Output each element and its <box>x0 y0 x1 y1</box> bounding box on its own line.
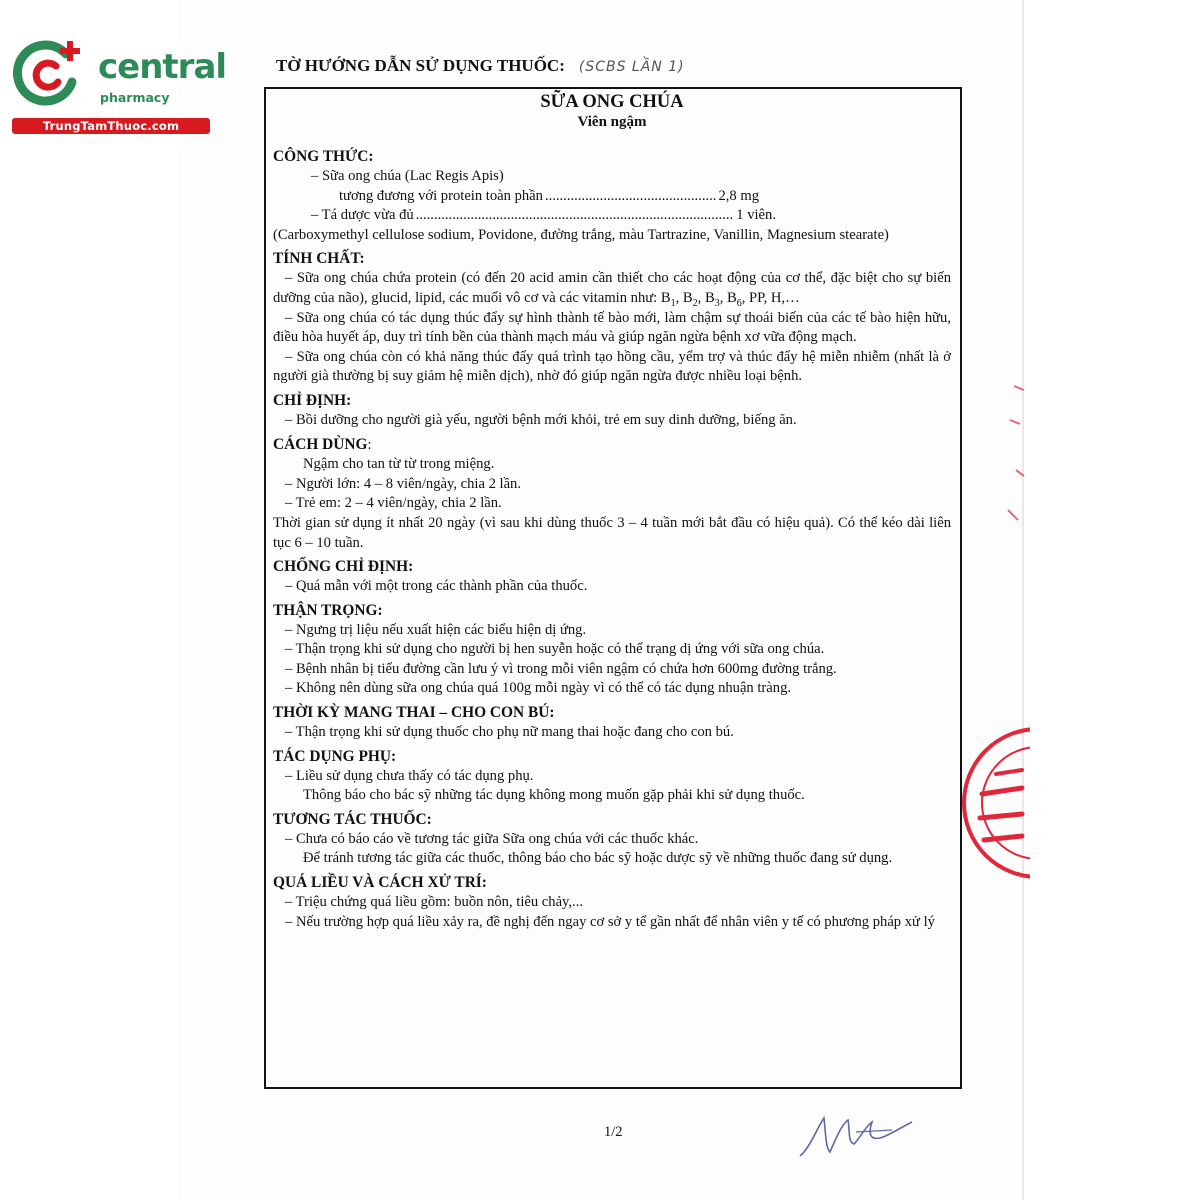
stamp-edge-marks-icon <box>1000 380 1026 530</box>
ingredient-label: tương đương với protein toàn phần <box>339 187 543 204</box>
vitamin-b: B <box>704 289 715 306</box>
section-heading: TÍNH CHẤT: <box>273 250 365 268</box>
ingredient-excipient <box>273 206 776 226</box>
section-heading: THẬN TRỌNG: <box>273 601 383 619</box>
leader-dots <box>545 187 717 207</box>
section-tinh-chat <box>273 249 951 387</box>
paragraph: – Sữa ong chúa chứa protein (có đến 20 acid amin cần thiết cho các hoạt động của cơ thể, đặc biệt cho sự biến dưỡng của não), glucid, lipid, các muối vô cơ và các vitamin như: $B_1$, $B_2$, $B_3$, $B_6$, PP, H,… <box>273 270 951 309</box>
vitamin-b: B <box>660 289 671 306</box>
section-heading: CÔNG THỨC: <box>273 148 374 165</box>
paragraph: – Bồi dưỡng cho người già yếu, người bệnh mới khỏi, trẻ em suy dinh dưỡng, biếng ăn. <box>285 411 797 428</box>
paragraph: – Thận trọng khi sử dụng thuốc cho phụ nữ mang thai hoặc đang cho con bú. <box>285 724 734 741</box>
paragraph: – Không nên dùng sữa ong chúa quá 100g mỗi ngày vì có thể có tác dụng nhuận tràng. <box>285 680 792 697</box>
section-heading: QUÁ LIỀU VÀ CÁCH XỬ TRÍ: <box>273 874 487 892</box>
section-chong-chi-dinh <box>273 557 951 597</box>
ingredient-label: – Tá dược vừa đủ <box>311 207 414 224</box>
page-title: SỮA ONG CHÚA <box>540 92 684 112</box>
subscript: 1 <box>670 297 676 309</box>
paragraph-text: – Sữa ong chúa chứa protein (có đến 20 acid amin cần thiết cho các hoạt động của cơ thể, đặc biệt cho sự biến dưỡng của não), glucid, lipid, các muối vô cơ và các vitamin như: <box>273 270 951 306</box>
logo-url[interactable]: TrungTamThuoc.com <box>12 118 210 134</box>
section-tac-dung-phu <box>273 747 951 806</box>
ingredient-protein <box>273 187 759 207</box>
logo-tagline: pharmacy <box>100 90 170 105</box>
excipient-list: (Carboxymethyl cellulose sodium, Povidone, đường trắng, màu Tartrazine, Vanillin, Magnesium stearate) <box>273 226 889 243</box>
section-than-trong <box>273 601 951 699</box>
section-heading: CHỈ ĐỊNH: <box>273 391 352 409</box>
paragraph: Thông báo cho bác sỹ những tác dụng không mong muốn gặp phải khi sử dụng thuốc. <box>303 787 805 804</box>
section-heading: THỜI KỲ MANG THAI – CHO CON BÚ: <box>273 704 555 722</box>
handwritten-note: (SCBS LẦN 1) <box>578 59 685 75</box>
ingredient-line: – Sữa ong chúa (Lac Regis Apis) <box>311 168 504 184</box>
section-cong-thuc <box>273 147 951 245</box>
paragraph: – Nếu trường hợp quá liều xảy ra, đề nghị đến ngay cơ sở y tế gần nhất để nhân viên y tế có phương pháp xử lý <box>285 913 935 930</box>
section-cach-dung <box>273 435 951 554</box>
paragraph: – Liều sử dụng chưa thấy có tác dụng phụ. <box>285 767 534 784</box>
paragraph: – Quá mẫn với một trong các thành phần của thuốc. <box>285 578 588 595</box>
doc-header-label: TỜ HƯỚNG DẪN SỬ DỤNG THUỐC: <box>276 56 565 75</box>
section-heading: TƯƠNG TÁC THUỐC: <box>273 810 432 828</box>
paragraph-text: PP, H,… <box>749 289 800 306</box>
paragraph: Thời gian sử dụng ít nhất 20 ngày (vì sau khi dùng thuốc 3 – 4 tuần mới bắt đầu có hiệu quả). Có thể kéo dài liên tục 6 – 10 tuần. <box>273 514 951 551</box>
vitamin-b: B <box>682 289 693 306</box>
doc-header <box>276 56 685 76</box>
ingredient-value: 2,8 mg <box>718 187 759 204</box>
page-number: 1/2 <box>604 1124 623 1140</box>
company-stamp-icon <box>960 722 1030 884</box>
subscript: 2 <box>692 297 698 309</box>
paragraph: – Người lớn: 4 – 8 viên/ngày, chia 2 lần. <box>285 475 521 492</box>
section-heading-row <box>273 435 951 456</box>
section-chi-dinh <box>273 391 951 431</box>
vitamin-b: B <box>726 289 737 306</box>
logo-mark-icon <box>12 38 84 110</box>
page-edge <box>1022 0 1024 1200</box>
section-qua-lieu <box>273 873 951 932</box>
paragraph: Để tránh tương tác giữa các thuốc, thông báo cho bác sỹ hoặc dược sỹ về những thuốc đang sử dụng. <box>303 850 893 867</box>
paragraph: – Triệu chứng quá liều gồm: buồn nôn, tiêu chảy,... <box>285 894 583 911</box>
heading-colon: : <box>367 436 372 453</box>
page-subtitle: Viên ngậm <box>577 114 647 130</box>
paragraph: – Chưa có báo cáo về tương tác giữa Sữa ong chúa với các thuốc khác. <box>285 830 699 847</box>
section-heading: CÁCH DÙNG <box>273 435 368 453</box>
signature-icon <box>796 1108 916 1160</box>
subscript: 6 <box>736 297 742 309</box>
section-mang-thai <box>273 703 951 743</box>
subscript: 3 <box>714 297 720 309</box>
ingredient-value: 1 viên. <box>736 207 776 224</box>
paragraph: – Sữa ong chúa có tác dụng thúc đẩy sự hình thành tế bào mới, làm chậm sự thoái biến của các tế bào hiện hữu, điều hòa huyết áp, duy trì tính bền của thành mạch máu và giúp ngăn ngừa bệnh xơ vữa động mạch. <box>273 309 951 346</box>
paragraph: Ngậm cho tan từ từ trong miệng. <box>303 456 495 473</box>
section-tuong-tac <box>273 810 951 869</box>
logo-brand: central <box>98 47 227 87</box>
paragraph: – Ngưng trị liệu nếu xuất hiện các biểu hiện dị ứng. <box>285 621 587 638</box>
paragraph: – Sữa ong chúa còn có khả năng thúc đẩy quá trình tạo hồng cầu, yểm trợ và thúc đẩy hệ miễn nhiễm (nhất là ở người già thường bị suy giảm hệ miễn dịch), nhờ đó giúp ngăn ngừa được nhiều loại bệnh. <box>273 348 951 385</box>
paragraph: – Trẻ em: 2 – 4 viên/ngày, chia 2 lần. <box>285 495 502 512</box>
paragraph: – Thận trọng khi sử dụng cho người bị hen suyễn hoặc có thể trạng dị ứng với sữa ong chúa. <box>285 641 825 658</box>
section-heading: TÁC DỤNG PHỤ: <box>273 747 397 765</box>
section-heading: CHỐNG CHỈ ĐỊNH: <box>273 558 414 576</box>
document-body <box>273 91 951 936</box>
leader-dots <box>416 206 735 226</box>
paragraph: – Bệnh nhân bị tiểu đường cần lưu ý vì trong mỗi viên ngậm có chứa hơn 600mg đường trắng. <box>285 660 837 677</box>
